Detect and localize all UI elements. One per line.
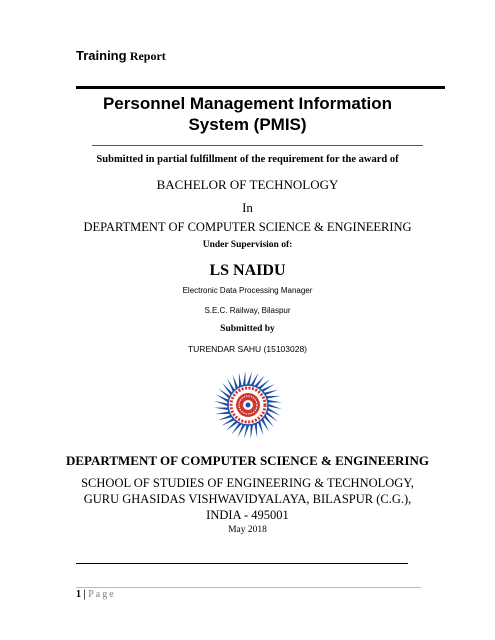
supervisor-name: LS NAIDU	[209, 262, 286, 279]
page-number	[76, 589, 116, 600]
footer-divider	[76, 587, 421, 588]
title-line-2: System (PMIS)	[188, 115, 307, 134]
header-divider	[76, 86, 445, 89]
footer-department: DEPARTMENT OF COMPUTER SCIENCE & ENGINEERING	[66, 453, 429, 468]
in-word: In	[242, 200, 253, 215]
title-line-1: Personnel Management Information	[102, 94, 393, 113]
footer-university: GURU GHASIDAS VISHWAVIDYALAYA, BILASPUR (C.G.),	[83, 492, 412, 506]
report-date: May 2018	[228, 525, 267, 535]
report-header	[76, 48, 166, 64]
submission-statement: Submitted in partial fulfillment of the requirement for the award of	[96, 154, 399, 165]
department-name: DEPARTMENT OF COMPUTER SCIENCE & ENGINEERING	[83, 220, 412, 234]
header-word-report: Report	[129, 49, 166, 63]
footer-school: SCHOOL OF STUDIES OF ENGINEERING & TECHNOLOGY,	[81, 476, 414, 490]
submitted-by-label: Submitted by	[220, 324, 275, 334]
supervisor-role: Electronic Data Processing Manager	[182, 286, 313, 295]
page-label: Page	[88, 589, 116, 600]
page-number-value: 1	[76, 589, 81, 600]
title-divider	[92, 145, 423, 146]
university-seal-icon	[213, 370, 283, 440]
supervisor-office: S.E.C. Railway, Bilaspur	[204, 306, 291, 315]
supervision-label: Under Supervision of:	[202, 240, 293, 250]
page-title	[0, 93, 495, 135]
header-word-training: Training	[76, 48, 127, 63]
student-name: TURENDAR SAHU (15103028)	[187, 344, 308, 354]
footer-country: INDIA - 495001	[206, 508, 289, 522]
bottom-divider	[76, 563, 408, 564]
degree-name: BACHELOR OF TECHNOLOGY	[156, 177, 339, 192]
university-logo	[213, 370, 283, 440]
page-number-separator: |	[83, 589, 86, 600]
